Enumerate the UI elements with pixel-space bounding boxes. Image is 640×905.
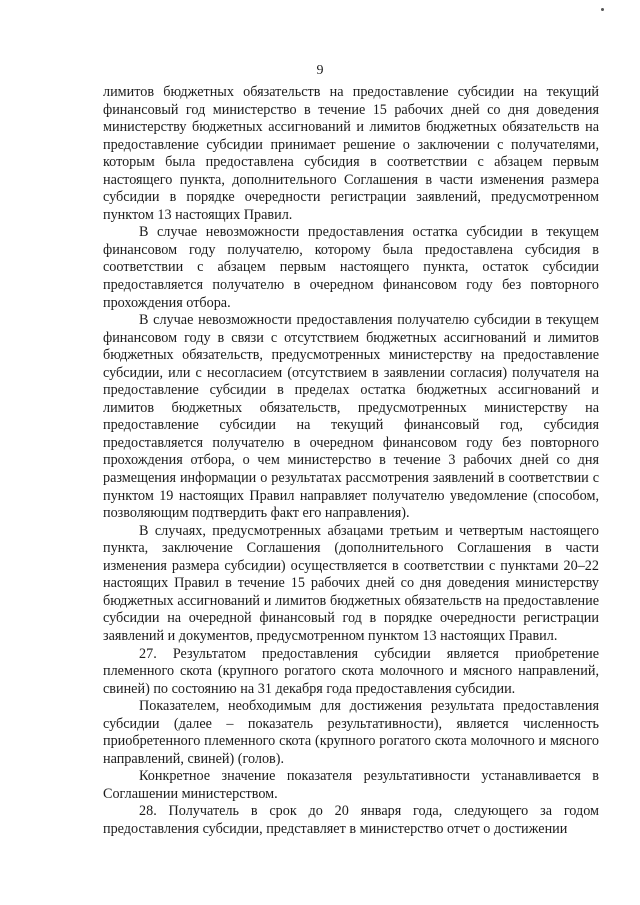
- paragraph: В случае невозможности предоставления остатка субсидии в текущем финансовом году получателю, которому была предоставлена субсидия в соответствии с абзацем первым настоящего пункта, остаток субсидии предоставляется получателю в очередном финансовом году без повторного прохождения отбора.: [103, 224, 599, 311]
- document-body: [103, 84, 599, 839]
- scan-speck: [601, 8, 604, 11]
- paragraph-continuation: лимитов бюджетных обязательств на предоставление субсидии на текущий финансовый год министерство в течение 15 рабочих дней со дня доведения министерству бюджетных ассигнований и лимитов бюджетных обязательств на предоставление субсидии принимает решение о заключении с получателями, которым была предоставлена субсидия в соответствии с абзацем первым настоящего пункта, дополнительного Соглашения в части изменения размера субсидии в порядке очередности регистрации заявлений, предусмотренном пунктом 13 настоящих Правил.: [103, 84, 599, 223]
- paragraph-clause-27: 27. Результатом предоставления субсидии является приобретение племенного скота (крупного рогатого скота молочного и мясного направлений, свиней) по состоянию на 31 декабря года предоставления субсидии.: [103, 645, 599, 697]
- paragraph: Конкретное значение показателя результативности устанавливается в Соглашении министерством.: [103, 768, 599, 802]
- page-number: 9: [316, 63, 324, 78]
- paragraph: В случаях, предусмотренных абзацами третьим и четвертым настоящего пункта, заключение Соглашения (дополнительного Соглашения в части изменения размера субсидии) осуществляется в соответствии с пунктами 20–22 настоящих Правил в течение 15 рабочих дней со дня доведения министерству бюджетных ассигнований и лимитов бюджетных обязательств на предоставление субсидии на очередной финансовый год в порядке очередности регистрации заявлений и документов, предусмотренном пунктом 13 настоящих Правил.: [103, 522, 599, 644]
- paragraph: В случае невозможности предоставления получателю субсидии в текущем финансовом году в связи с отсутствием бюджетных ассигнований и лимитов бюджетных обязательств, предусмотренных министерству на предоставление субсидии, или с несогласием (отсутствием в заявлении согласия) получателя на предоставление субсидии в пределах остатка бюджетных ассигнований и лимитов бюджетных обязательств, предусмотренных министерству на предоставление субсидии на текущий финансовый год, субсидия предоставляется получателю в очередном финансовом году без повторного прохождения отбора, о чем министерство в течение 3 рабочих дней со дня размещения информации о результатах рассмотрения заявлений в соответствии с пунктом 19 настоящих Правил направляет получателю уведомление (способом, позволяющим подтвердить факт его направления).: [103, 312, 599, 522]
- paragraph-clause-28: 28. Получатель в срок до 20 января года, следующего за годом предоставления субсидии, представляет в министерство отчет о достижении: [103, 803, 599, 837]
- paragraph: Показателем, необходимым для достижения результата предоставления субсидии (далее – показатель результативности), является численность приобретенного племенного скота (крупного рогатого скота молочного и мясного направлений, свиней) (голов).: [103, 698, 599, 767]
